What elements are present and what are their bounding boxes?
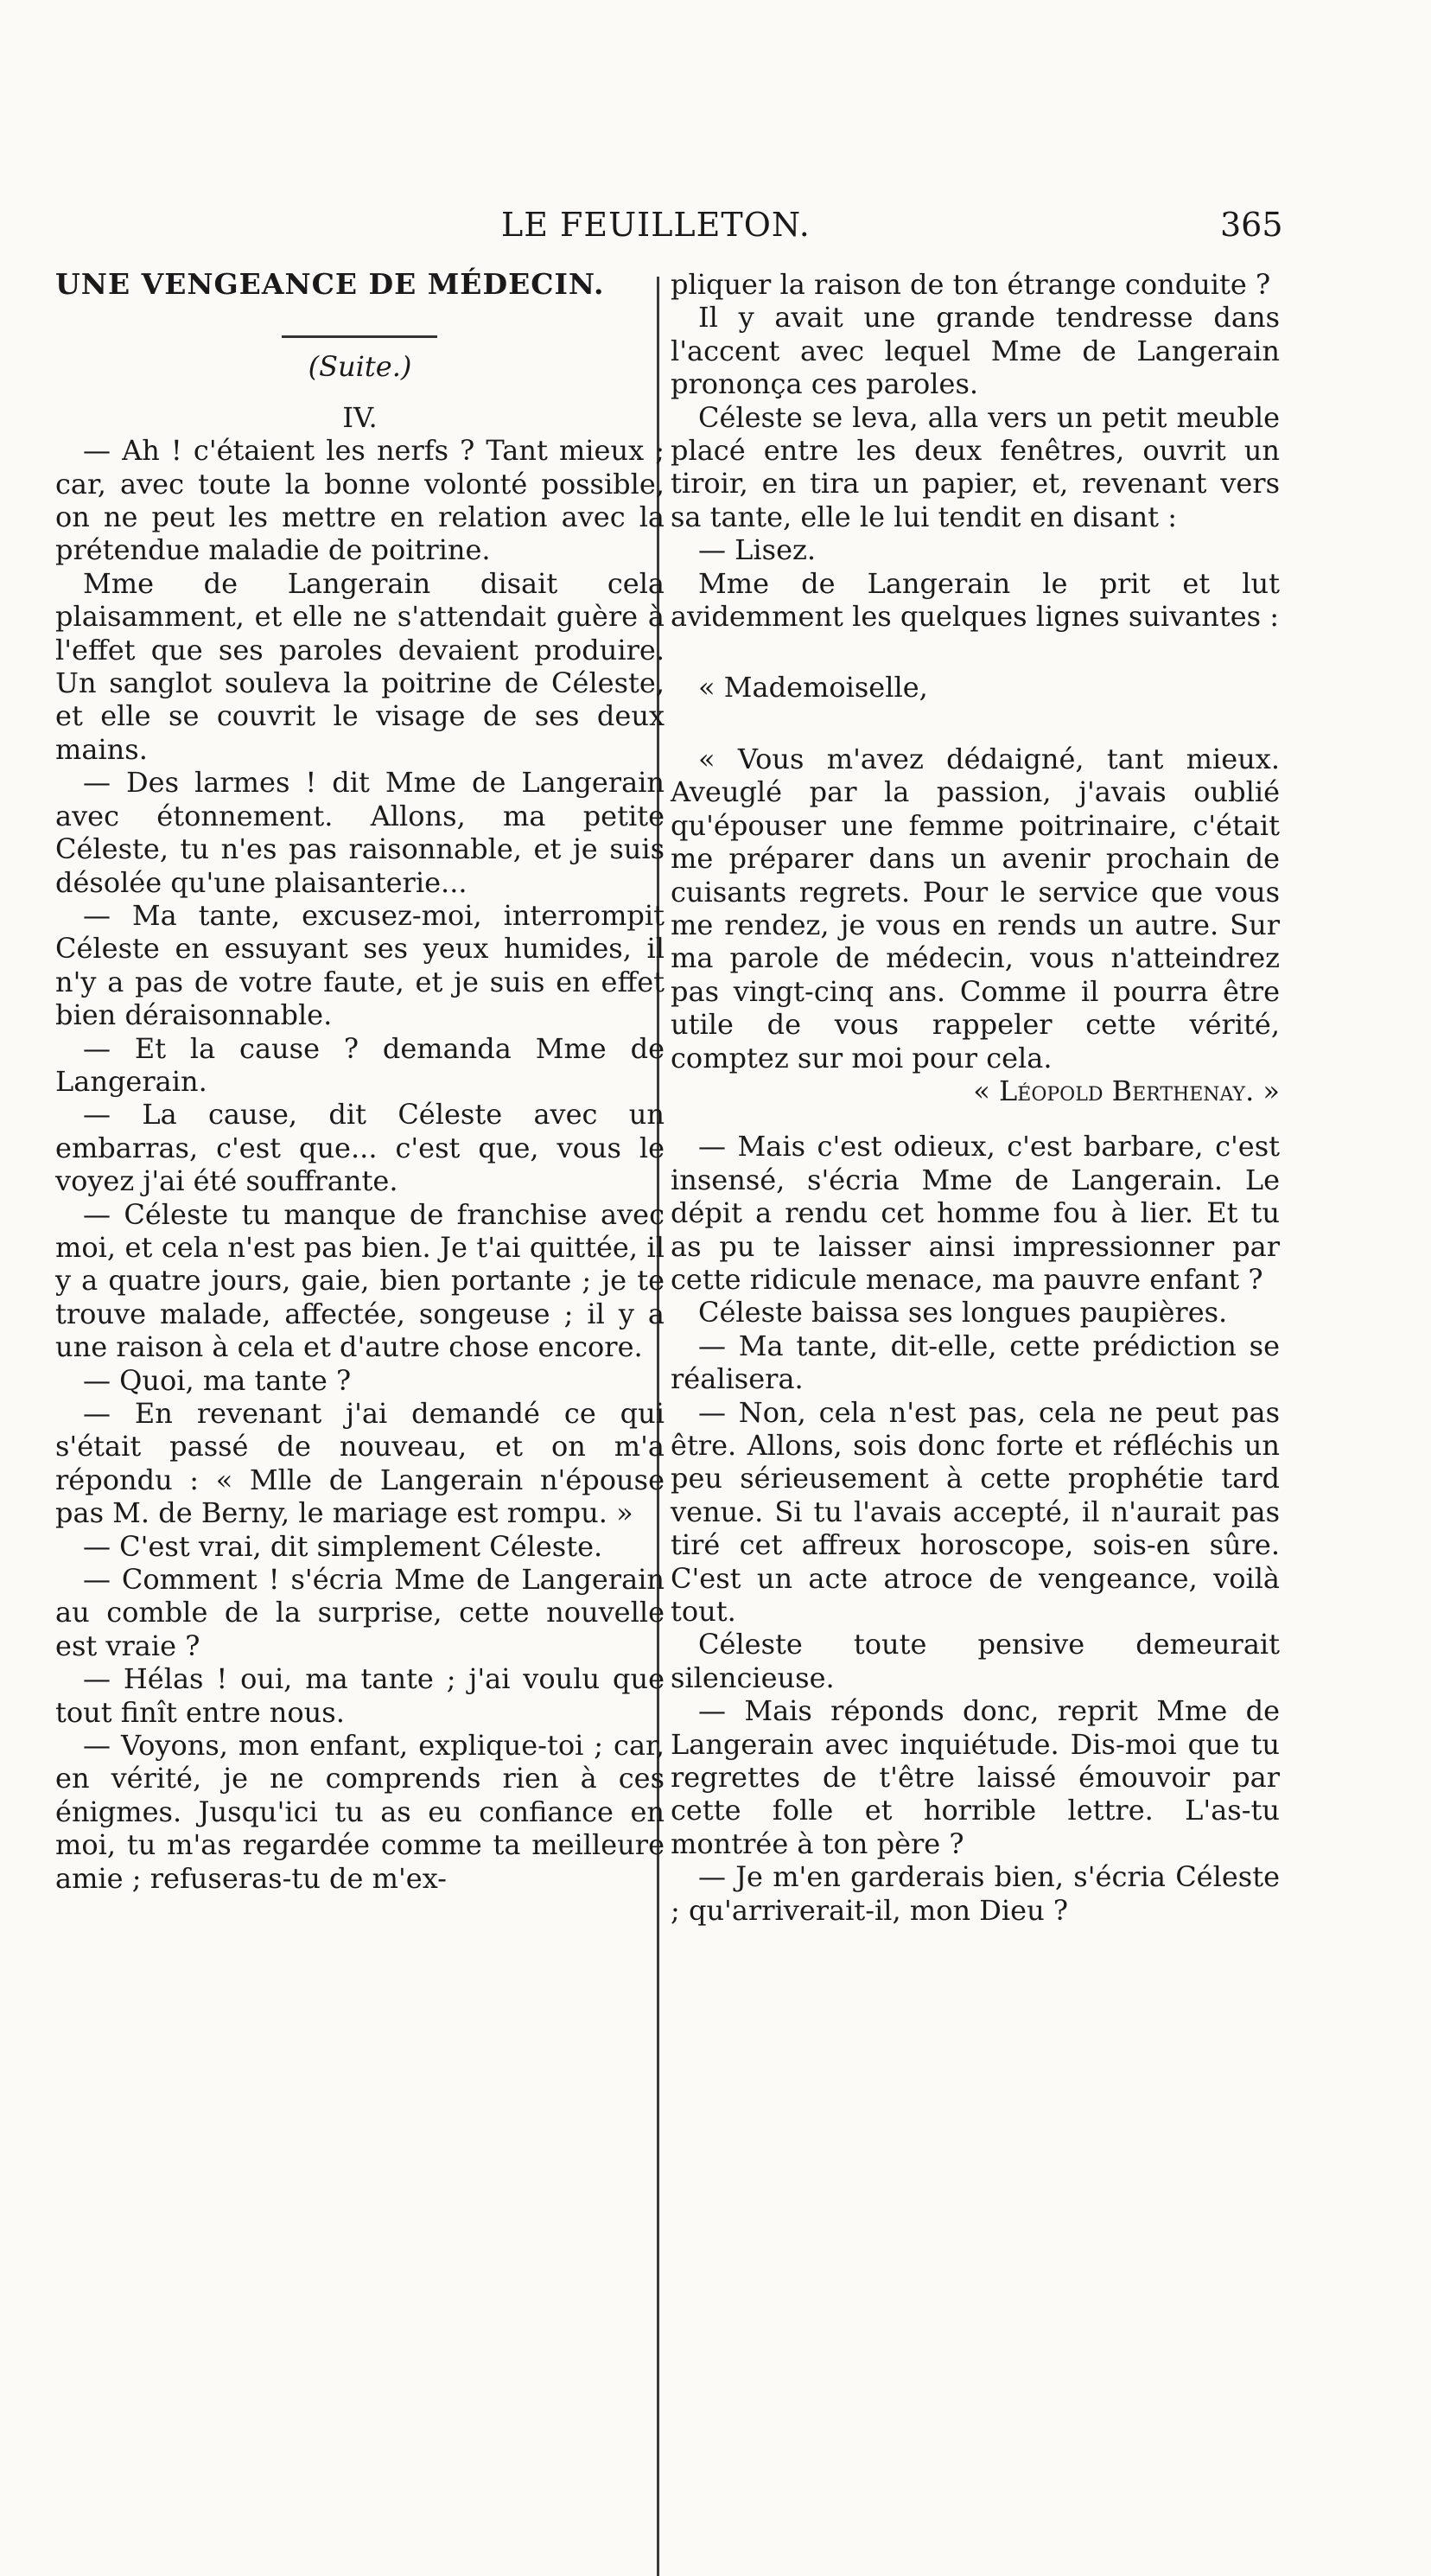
paragraph: Céleste toute pensive demeurait silencieuse. (671, 1628, 1280, 1694)
paragraph: Mme de Langerain disait cela plaisamment, et elle ne s'attendait guère à l'effet que ses paroles devaient produire. Un sanglot souleva la poitrine de Céleste, et elle se couvrit le visage de ses deux mains. (55, 566, 665, 766)
spacer (671, 633, 1280, 671)
paragraph: — Et la cause ? demanda Mme de Langerain. (55, 1031, 665, 1098)
title-rule (282, 335, 437, 338)
paragraph: Céleste se leva, alla vers un petit meuble placé entre les deux fenêtres, ouvrit un tiroir, en tira un papier, et, revenant vers sa tante, elle le lui tendit en disant : (671, 400, 1280, 533)
paragraph: — Quoi, ma tante ? (83, 1363, 352, 1397)
spacer (671, 1107, 1280, 1130)
paragraph: — Non, cela n'est pas, cela ne peut pas être. Allons, sois donc forte et réfléchis un peu sérieusement à cette prophétie tard venue. Si tu l'avais accepté, il n'aurait pas tiré cet affreux horoscope, sois-en sûre. C'est un acte atroce de vengeance, voilà tout. (671, 1395, 1280, 1629)
left-column (55, 268, 665, 1895)
paragraph: — Ma tante, dit-elle, cette prédiction se réalisera. (671, 1329, 1280, 1396)
paragraph: — C'est vrai, dit simplement Céleste. (83, 1529, 603, 1563)
paragraph: — En revenant j'ai demandé ce qui s'était passé de nouveau, et on m'a répondu : « Mlle de Langerain n'épouse pas M. de Berny, le mariage est rompu. » (55, 1397, 665, 1530)
page-header (0, 201, 1431, 252)
paragraph: pliquer la raison de ton étrange conduite ? (671, 268, 1271, 301)
paragraph: — Mais c'est odieux, c'est barbare, c'est insensé, s'écria Mme de Langerain. Le dépit a rendu cet homme fou à lier. Et tu as pu te laisser ainsi impressionner par cette ridicule menace, ma pauvre enfant ? (671, 1130, 1280, 1296)
spacer (671, 705, 1280, 743)
letter-body: « Vous m'avez dédaigné, tant mieux. Aveuglé par la passion, j'avais oublié qu'épouser une femme poitrinaire, c'était me préparer dans un avenir prochain de cuisants regrets. Pour le service que vous me rendez, je vous en rends un autre. Sur ma parole de médecin, vous n'atteindrez pas vingt-cinq ans. Comme il pourra être utile de vous rappeler cette vérité, comptez sur moi pour cela. (671, 742, 1280, 1074)
story-title: UNE VENGEANCE DE MÉDECIN. (55, 267, 605, 301)
paragraph: — Ah ! c'étaient les nerfs ? Tant mieux ; car, avec toute la bonne volonté possible, on ne peut les mettre en relation avec la prétendue maladie de poitrine. (55, 434, 665, 567)
chapter-number: IV. (342, 400, 378, 434)
right-column (671, 268, 1280, 1927)
paragraph: — Mais réponds donc, reprit Mme de Langerain avec inquiétude. Dis-moi que tu regrettes de t'être laissé émouvoir par cette folle et horrible lettre. L'as-tu montrée à ton père ? (671, 1694, 1280, 1860)
letter-signature: « Léopold Berthenay. » (973, 1074, 1280, 1107)
paragraph: — Comment ! s'écria Mme de Langerain au comble de la surprise, cette nouvelle est vraie ? (55, 1563, 665, 1662)
paragraph: — Lisez. (698, 533, 817, 567)
paragraph: Céleste baissa ses longues paupières. (698, 1296, 1228, 1329)
running-title: LE FEUILLETON. (501, 206, 811, 244)
paragraph: — Je m'en garderais bien, s'écria Céleste ; qu'arriverait-il, mon Dieu ? (671, 1860, 1280, 1927)
paragraph: — Ma tante, excusez-moi, interrompit Céleste en essuyant ses yeux humides, il n'y a pas de votre faute, et je suis en effet bien déraisonnable. (55, 898, 665, 1032)
paragraph: — Hélas ! oui, ma tante ; j'ai voulu que tout finît entre nous. (55, 1662, 665, 1729)
paragraph: — Voyons, mon enfant, explique-toi ; car, en vérité, je ne comprends rien à ces énigmes. Jusqu'ici tu as eu confiance en moi, tu m'as regardée comme ta meilleure amie ; refuseras-tu de m'ex- (55, 1729, 665, 1895)
paragraph: Il y avait une grande tendresse dans l'accent avec lequel Mme de Langerain prononça ces paroles. (671, 301, 1280, 401)
letter-salutation: « Mademoiselle, (698, 671, 928, 705)
suite-label: (Suite.) (308, 350, 412, 384)
paragraph: — Des larmes ! dit Mme de Langerain avec étonnement. Allons, ma petite Céleste, tu n'es pas raisonnable, et je suis désolée qu'une plaisanterie... (55, 766, 665, 899)
paragraph: Mme de Langerain le prit et lut avidemment les quelques lignes suivantes : (671, 566, 1280, 634)
paragraph: — La cause, dit Céleste avec un embarras, c'est que... c'est que, vous le voyez j'ai été souffrante. (55, 1098, 665, 1198)
paragraph: — Céleste tu manque de franchise avec moi, et cela n'est pas bien. Je t'ai quittée, il y a quatre jours, gaie, bien portante ; je te trouve malade, affectée, songeuse ; il y a une raison à cela et d'autre chose encore. (55, 1197, 665, 1364)
page-number: 365 (1220, 206, 1283, 244)
